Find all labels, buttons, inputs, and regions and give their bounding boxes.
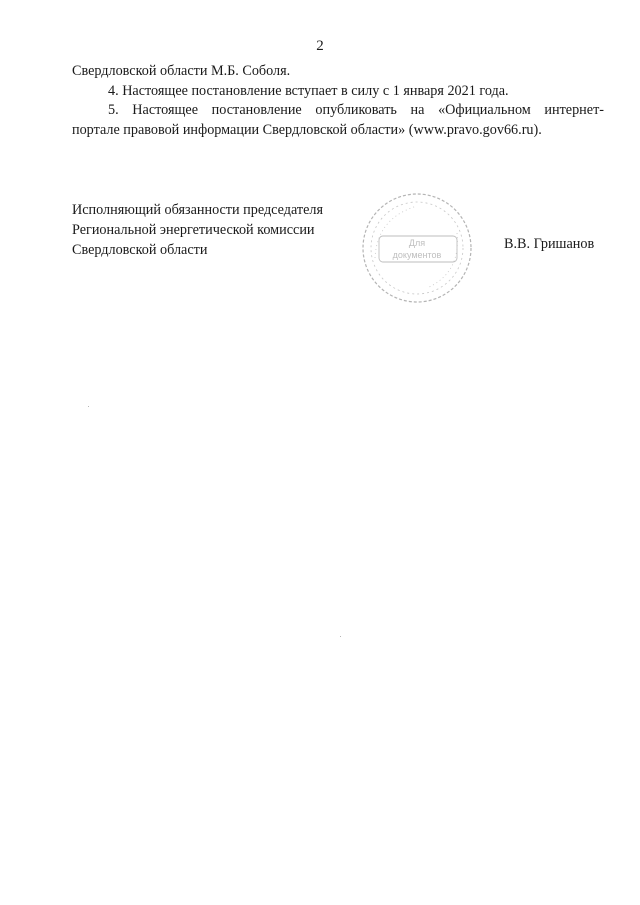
official-seal-stamp bbox=[357, 188, 477, 308]
paragraph-item-4: 4. Настоящее постановление вступает в силу с 1 января 2021 года. bbox=[108, 82, 509, 99]
paragraph-item-5: 5. Настоящее постановление опубликовать на «Официальном интернет- bbox=[108, 102, 604, 118]
signatory-title-line: Исполняющий обязанности председателя bbox=[72, 202, 323, 218]
scan-speck bbox=[340, 636, 341, 637]
paragraph-continuation: Свердловской области М.Б. Соболя. bbox=[72, 63, 291, 79]
signatory-name: В.В. Гришанов bbox=[504, 236, 595, 252]
signatory-title-line: Свердловской области bbox=[72, 242, 208, 258]
stamp-text-bottom: документов bbox=[392, 250, 442, 260]
page-number: 2 bbox=[316, 38, 324, 54]
stamp-text-top: Для bbox=[408, 238, 426, 248]
document-body bbox=[72, 62, 604, 140]
paragraph-item-5-continuation: портале правовой информации Свердловской области» (www.pravo.gov66.ru). bbox=[72, 121, 542, 138]
signatory-title bbox=[72, 200, 323, 260]
scan-speck bbox=[88, 406, 89, 407]
signatory-title-line: Региональной энергетической комиссии bbox=[72, 222, 315, 238]
